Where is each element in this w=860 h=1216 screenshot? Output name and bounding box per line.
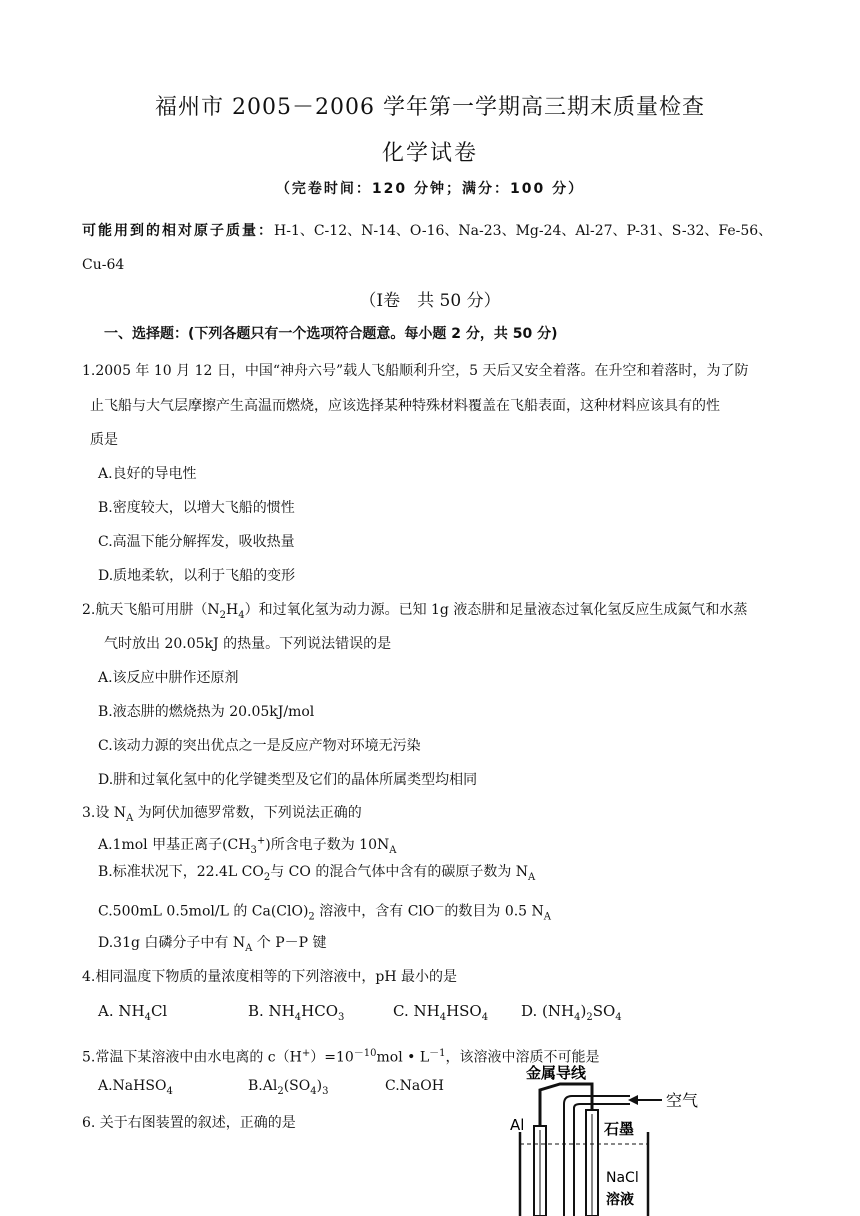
q1-option-d: D.质地柔软，以利于飞船的变形 — [98, 568, 296, 584]
q2-option-b: B.液态肼的燃烧热为 20.05kJ/mol — [98, 704, 315, 720]
q1-line1: 1.2005 年 10 月 12 日，中国“神舟六号”载人飞船顺利升空，5 天后又安全着落。在升空和着落时，为了防 — [82, 363, 749, 379]
q2-line1: 2.航天飞船可用肼$(N_2H_4)$和过氧化氢为动力源。已知 1g 液态肼和足量液态过氧化氢反应生成氮气和水蒸 — [82, 602, 748, 621]
q6-stem: 6. 关于右图装置的叙述，正确的是 — [82, 1115, 296, 1131]
q2-option-d: D.肼和过氧化氢中的化学键类型及它们的晶体所属类型均相同 — [98, 772, 478, 788]
q1-option-c: C.高温下能分解挥发，吸收热量 — [98, 534, 295, 550]
exam-title: 福州市 2005－2006 学年第一学期高三期末质量检查 — [155, 95, 705, 120]
q5-option-c: C.NaOH — [385, 1078, 444, 1094]
solution-label-2: 溶液 — [606, 1192, 634, 1208]
atomic-masses — [82, 214, 782, 282]
atomic-masses-values: H-1、C-12、N-14、O-16、Na-23、Mg-24、Al-27、P-31、S-32、Fe-56、Cu-64 — [82, 223, 773, 273]
solution-label-1: NaCl — [606, 1170, 639, 1186]
wire-label: 金属导线 — [526, 1064, 587, 1082]
section-title: （Ⅰ卷 共 50 分） — [359, 291, 501, 311]
q4-stem: 4.相同温度下物质的量浓度相等的下列溶液中，pH 最小的是 — [82, 969, 457, 985]
q1-option-b: B.密度较大，以增大飞船的惯性 — [98, 500, 295, 516]
exam-info: （完卷时间：120 分钟；满分：100 分） — [275, 181, 585, 197]
q4-option-b: B. $NH_4HCO_3$ — [248, 1002, 345, 1023]
section-part1-heading: 一、选择题：(下列各题只有一个选项符合题意。每小题 2 分，共 50 分) — [104, 326, 558, 342]
q3-option-a: A.1mol 甲基正离子$(CH_3^+)$所含电子数为 $10N_A$ — [98, 835, 397, 856]
q4-option-d: D. $(NH_4)_2SO_4$ — [521, 1002, 622, 1023]
q4-option-c: C. $NH_4HSO_4$ — [393, 1002, 489, 1023]
q3-option-b: B.标准状况下，22.4L $CO_2$与 CO 的混合气体中含有的碳原子数为 $N_A$ — [98, 864, 536, 883]
q1-option-a: A.良好的导电性 — [98, 466, 197, 482]
q2-option-c: C.该动力源的突出优点之一是反应产物对环境无污染 — [98, 738, 421, 754]
electrochemical-cell-diagram — [500, 1062, 740, 1216]
q2-option-a: A.该反应中肼作还原剂 — [98, 670, 239, 686]
q3-stem: 3.设 $N_A$ 为阿伏加德罗常数，下列说法正确的 — [82, 805, 362, 824]
q1-line3: 质是 — [90, 432, 118, 448]
exam-subtitle: 化学试卷 — [381, 141, 478, 166]
graphite-label: 石墨 — [604, 1120, 635, 1138]
q5-stem: 5.常温下某溶液中由水电离的 $c(H^+)=10^{-10}mol$ • $L^{-1}$，该溶液中溶质不可能是 — [82, 1048, 600, 1066]
metal-wire — [540, 1084, 592, 1132]
q2-line2: 气时放出 20.05kJ 的热量。下列说法错误的是 — [104, 636, 392, 652]
atomic-masses-label: 可能用到的相对原子质量： — [82, 223, 274, 239]
q1-line2: 止飞船与大气层摩擦产生高温而燃烧，应该选择某种特殊材料覆盖在飞船表面，这种材料应该具有的性 — [90, 398, 720, 414]
al-label: Al — [510, 1116, 525, 1134]
q4-option-a: A. $NH_4Cl$ — [98, 1002, 168, 1023]
air-label: 空气 — [666, 1091, 699, 1110]
q3-option-d: D.31g 白磷分子中有 $N_A$ 个 P－P 键 — [98, 935, 327, 954]
q3-option-c: C.500mL 0.5mol/L 的 $Ca(ClO)_2$ 溶液中，含有 ClO－的数目为 0.5 $N_A$ — [98, 902, 552, 923]
q5-option-b: $B.Al_2(SO_4)_3$ — [248, 1078, 329, 1097]
q5-option-a: A.NaHSO$_4$ — [98, 1078, 173, 1097]
